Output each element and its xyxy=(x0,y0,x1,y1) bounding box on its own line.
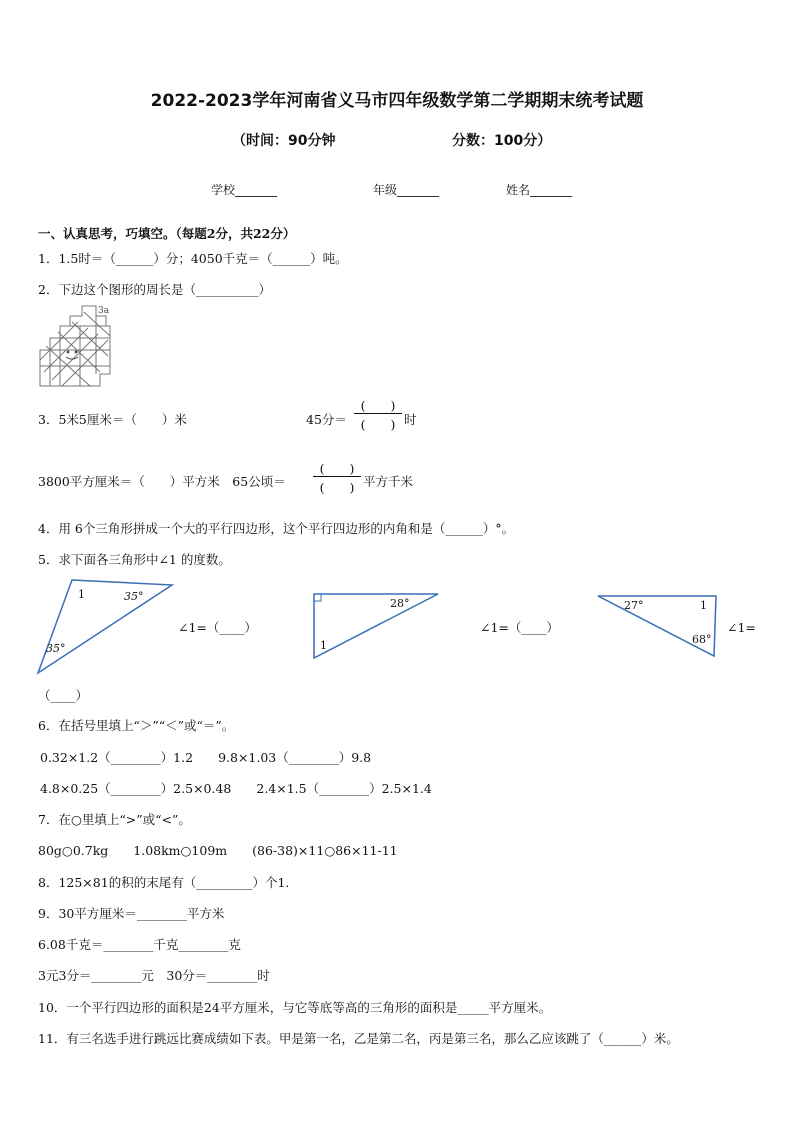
page-title: 2022-2023学年河南省义马市四年级数学第二学期期末统考试题 xyxy=(150,91,644,111)
question-10: 10．一个平行四边形的面积是24平方厘米，与它等底等高的三角形的面积是_____平方厘米。 xyxy=(38,1000,552,1015)
fraction-denominator: ( ) xyxy=(360,417,396,432)
triangle-1-angle-3: 35° xyxy=(46,642,66,655)
question-9b: 6.08千克＝________千克________克 xyxy=(38,937,241,952)
fraction-numerator: ( ) xyxy=(319,461,355,476)
question-2: 2．下边这个图形的周长是（__________） xyxy=(38,282,271,297)
question-9a: 9．30平方厘米＝________平方米 xyxy=(38,906,225,921)
question-3c-fraction xyxy=(313,459,361,494)
triangle-2-angle-1: 28° xyxy=(390,597,410,610)
question-5-answer-2: ∠1=（____） xyxy=(480,620,559,635)
question-3b-suffix: 时 xyxy=(404,412,417,427)
question-2-figure-label: 3a xyxy=(98,306,110,316)
triangle-3 xyxy=(596,594,720,660)
triangle-1 xyxy=(36,578,176,676)
section-heading: 一、认真思考，巧填空。（每题2分，共22分） xyxy=(38,226,296,241)
triangle-3-angle-3: 68° xyxy=(692,633,712,646)
fraction-denominator: ( ) xyxy=(319,480,355,495)
question-5: 5．求下面各三角形中∠1 的度数。 xyxy=(38,552,231,567)
question-3c: 3800平方厘米＝（ ）平方米 65公顷＝ xyxy=(38,474,286,489)
question-3c-suffix: 平方千米 xyxy=(363,474,414,489)
triangle-2-angle-2: 1 xyxy=(320,639,327,652)
triangle-1-angle-2: 35° xyxy=(124,590,144,603)
question-2-figure xyxy=(38,302,118,388)
school-field: 学校_______ xyxy=(211,183,278,197)
name-field: 姓名_______ xyxy=(506,183,573,197)
fraction-numerator: ( ) xyxy=(360,398,396,413)
question-7-row-1: 80g○0.7kg 1.08km○109m (86-38)×11○86×11-11 xyxy=(38,843,398,858)
exam-score: 分数：100分） xyxy=(452,133,552,149)
question-3b-fraction xyxy=(354,396,402,431)
question-5-answer-3: ∠1= xyxy=(727,620,756,635)
question-6-row-2: 4.8×0.25（________）2.5×0.48 2.4×1.5（________）2.5×1.4 xyxy=(40,781,432,796)
question-8: 8．125×81的积的末尾有（_________）个1. xyxy=(38,875,290,890)
question-4: 4．用 6个三角形拼成一个大的平行四边形，这个平行四边形的内角和是（______）°。 xyxy=(38,521,515,536)
question-6-row-1: 0.32×1.2（________）1.2 9.8×1.03（________）9.8 xyxy=(40,750,372,765)
exam-time: （时间：90分钟 xyxy=(232,133,336,149)
question-5-answer-1: ∠1=（____） xyxy=(178,620,257,635)
question-1: 1．1.5时＝（______）分；4050千克＝（______）吨。 xyxy=(38,251,348,266)
triangle-2 xyxy=(312,592,442,662)
question-11: 11．有三名选手进行跳远比赛成绩如下表。甲是第一名，乙是第二名，丙是第三名，那么乙应该跳了（______）米。 xyxy=(38,1031,679,1046)
triangle-3-angle-2: 1 xyxy=(700,599,707,612)
question-6: 6．在括号里填上“＞”“＜”或“＝”。 xyxy=(38,718,235,733)
question-9c: 3元3分＝________元 30分＝________时 xyxy=(38,968,270,983)
question-3a: 3．5米5厘米＝（ ）米 xyxy=(38,412,187,427)
fraction-bar xyxy=(354,413,402,414)
grade-field: 年级_______ xyxy=(373,183,440,197)
fraction-bar xyxy=(313,476,361,477)
triangle-3-angle-1: 27° xyxy=(624,599,644,612)
question-3b-prefix: 45分＝ xyxy=(306,412,347,427)
question-5-answer-3-blank: （____） xyxy=(38,688,89,703)
triangle-1-angle-1: 1 xyxy=(78,588,85,601)
question-7: 7．在○里填上“>”或“<”。 xyxy=(38,812,191,827)
